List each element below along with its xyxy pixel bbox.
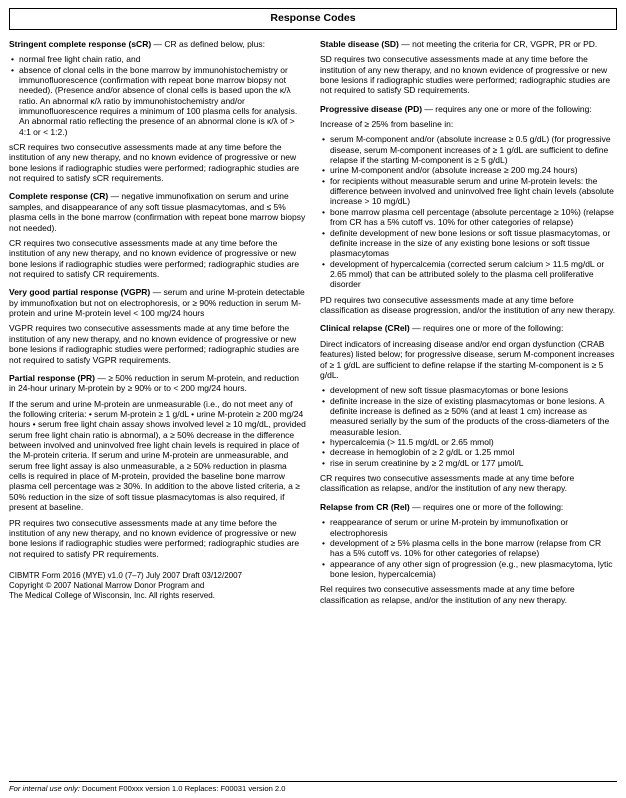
bullet-list xyxy=(320,385,617,468)
section-paragraph: PR requires two consecutive assessments made at any time before the institution of any new therapy, and no known evidence of progressive or new bone lesions if radiographic studies were performed; radiographic studies are not required to satisfy PR requirements. xyxy=(9,517,300,559)
section-title: Progressive disease (PD) xyxy=(320,103,423,114)
section-heading xyxy=(320,323,617,333)
section-heading xyxy=(320,502,617,512)
section-paragraph: PD requires two consecutive assessments made at any time before classification as disease progression, and/or the institution of any new therapy. xyxy=(320,294,616,316)
section-sd xyxy=(320,39,617,96)
bullet-item: • definite development of new bone lesions or soft tissue plasmacytomas, or definite increase in the size of any existing bone lesions or soft tissue plasmacytomas xyxy=(320,228,617,259)
section-title: Relapse from CR (Rel) xyxy=(320,501,410,512)
section-intro: — ≥ 50% reduction in serum M-protein, and reduction in 24-hour urinary M-protein by ≥ 90% or to < 200 mg/24 hours. xyxy=(9,372,300,394)
section-title: Complete response (CR) xyxy=(9,191,109,202)
bullet-list xyxy=(320,134,617,289)
rights-line: The Medical College of Wisconsin, Inc. All rights reserved. xyxy=(9,591,215,601)
section-heading xyxy=(320,39,617,49)
form-id-line: CIBMTR Form 2016 (MYE) v1.0 (7–7) July 2007 Draft 03/12/2007 xyxy=(9,570,242,580)
section-intro: — serum and urine M-protein detectable by immunofixation but not on electrophoresis, or ≥ 90% reduction in serum M-protein and urine M-protein level < 100 mg/24 hours xyxy=(9,287,305,319)
section-paragraph: VGPR requires two consecutive assessments made at any time before the institution of any new therapy, and no known evidence of progressive or new bone lesions if radiographic studies were performed; radiographic studies are not required to satisfy VGPR requirements. xyxy=(9,323,300,365)
bullet-item: • decrease in hemoglobin of ≥ 2 g/dL or 1.25 mmol xyxy=(320,447,617,457)
section-intro: — CR as defined below, plus: xyxy=(151,38,266,49)
two-column-layout xyxy=(9,39,617,613)
bullet-item: • urine M-component and/or (absolute increase ≥ 200 mg.24 hours) xyxy=(320,165,617,175)
section-intro: — requires one or more of the following: xyxy=(409,323,564,334)
bullet-item: • development of ≥ 5% plasma cells in the bone marrow (relapse from CR has a 5% cutoff vs. 10% for other categories of relapse) xyxy=(320,538,617,559)
bullet-item: • appearance of any other sign of progression (e.g., new plasmacytoma, lytic bone lesion, hypercalcemia) xyxy=(320,559,617,580)
section-lead: Direct indicators of increasing disease and/or end organ dysfunction (CRAB features) listed below; for progressive disease, serum M-component increases of ≥ 1 g/dL are sufficient to define relapse if the starting M-component is ≥ 5 g/dL. xyxy=(320,338,615,380)
section-lead: Increase of ≥ 25% from baseline in: xyxy=(320,118,454,129)
copyright-line: Copyright © 2007 National Marrow Donor Program and xyxy=(9,581,205,591)
section-paragraph: SD requires two consecutive assessments made at any time before the institution of any new therapy, and no known evidence of progressive or new bone lesions if radiographic studies were performed; radiographic studies are not required to satisfy SD requirements. xyxy=(320,54,611,96)
section-pd xyxy=(320,104,617,316)
right-column xyxy=(320,39,617,613)
section-title: Stringent complete response (sCR) xyxy=(9,38,152,49)
section-paragraph: If the serum and urine M-protein are unmeasurable (i.e., do not meet any of the following criteria: • serum M-protein ≥ 1 g/dL • urine M-protein ≥ 200 mg/24 hours • serum free light chain assay shows involved level ≥ 10 mg/dL, provided serum free light chain ratio is abnormal), a ≥ 50% decrease in the difference between involved and uninvolved free light chain levels is required in place of the M-protein criteria. If serum and urine M-protein are unmeasurable, and serum free light assay is also unmeasurable, a ≥ 50% reduction in plasma cells is required in place of M-protein, provided the baseline bone marrow plasma cell percentage was ≥ 30%. In addition to the above listed criteria, a ≥ 50% reduction in the size of soft tissue plasmacytomas is also required, if present at baseline. xyxy=(9,398,306,513)
bullet-item: • rise in serum creatinine by ≥ 2 mg/dL or 177 μmol/L xyxy=(320,458,617,468)
section-heading xyxy=(9,39,306,49)
section-paragraph: CR requires two consecutive assessments made at any time before classification as relapse, and/or the institution of any new therapy. xyxy=(320,473,575,494)
section-rel xyxy=(320,502,617,605)
section-title: Stable disease (SD) xyxy=(320,38,399,49)
section-intro: — negative immunofixation on serum and urine samples, and disappearance of any soft tissue plasmacytomas, and ≤ 5% plasma cells in the bone marrow (confirmation with repeat bone marrow biopsy not needed). xyxy=(9,191,306,233)
section-heading xyxy=(9,191,306,232)
section-heading xyxy=(9,373,306,394)
internal-use-bar xyxy=(9,781,617,793)
section-intro: — not meeting the criteria for CR, VGPR, PR or PD. xyxy=(398,38,598,49)
bullet-item: • reappearance of serum or urine M-protein by immunofixation or electrophoresis xyxy=(320,517,617,538)
section-pr xyxy=(9,373,306,559)
section-scr xyxy=(9,39,306,184)
internal-use-text: Document F00xxx version 1.0 Replaces: F00031 version 2.0 xyxy=(79,783,286,793)
section-paragraph: sCR requires two consecutive assessments made at any time before the institution of any new therapy, and no known evidence of progressive or new bone lesions if radiographic studies were performed; radiographic studies are not required to satisfy sCR requirements. xyxy=(9,142,300,184)
left-column xyxy=(9,39,306,602)
bullet-item: • normal free light chain ratio, and xyxy=(9,54,306,64)
section-paragraph: Rel requires two consecutive assessments made at any time before classification as relapse, and/or the institution of any new therapy. xyxy=(320,584,575,605)
bullet-list xyxy=(320,517,617,579)
bullet-item: • definite increase in the size of existing plasmacytomas or bone lesions. A definite increase is defined as ≥ 50% (and at least 1 cm) increase as measured serially by the sum of the products of the cross-diameters of the measurable lesion. xyxy=(320,396,617,437)
page-title: Response Codes xyxy=(9,8,617,30)
form-footer xyxy=(9,571,306,602)
bullet-item: • hypercalcemia (> 11.5 mg/dL or 2.65 mmol) xyxy=(320,437,617,447)
section-heading xyxy=(320,104,617,114)
bullet-item: • development of new soft tissue plasmacytomas or bone lesions xyxy=(320,385,617,395)
internal-use-label: For internal use only: xyxy=(9,783,80,793)
bullet-item: • bone marrow plasma cell percentage (absolute percentage ≥ 10%) (relapse from CR has a 5% cutoff vs. 10% for other categories of relapse) xyxy=(320,207,617,228)
bullet-list xyxy=(9,54,306,137)
section-title: Very good partial response (VGPR) xyxy=(9,287,151,298)
section-crel xyxy=(320,323,617,493)
section-vgpr xyxy=(9,287,306,365)
section-intro: — requires any one or more of the following: xyxy=(422,103,592,114)
section-intro: — requires one or more of the following: xyxy=(409,501,564,512)
bullet-item: • for recipients without measurable serum and urine M-protein levels: the difference between involved and uninvolved free light chain levels (absolute increase > 10 mg/dL) xyxy=(320,176,617,207)
section-heading xyxy=(9,287,306,318)
bullet-item: • absence of clonal cells in the bone marrow by immunohistochemistry or immunofluorescence (confirmation with repeat bone marrow biopsy not needed). (Presence and/or absence of clonal cells is based upon the κ/λ ratio. An abnormal κ/λ ratio by immunohistochemistry and/or immunofluorescence requires a minimum of 100 plasma cells for analysis. An abnormal ratio reflecting the presence of an abnormal clone is κ/λ of > 4:1 or < 1:2.) xyxy=(9,65,306,138)
section-cr xyxy=(9,191,306,279)
bullet-item: • serum M-component and/or (absolute increase ≥ 0.5 g/dL) (for progressive disease, serum M-component increases of ≥ 1 g/dL are sufficient to define relapse if the starting M-component is ≥ 5 g/dL) xyxy=(320,134,617,165)
bullet-item: • development of hypercalcemia (corrected serum calcium > 11.5 mg/dL or 2.65 mmol) that can be attributed solely to the plasma cell proliferative disorder xyxy=(320,259,617,290)
section-title: Clinical relapse (CRel) xyxy=(320,323,410,334)
section-title: Partial response (PR) xyxy=(9,372,95,383)
section-paragraph: CR requires two consecutive assessments made at any time before the institution of any new therapy, and no known evidence of progressive or new bone lesions if radiographic studies were performed; radiographic studies are not required to satisfy CR requirements. xyxy=(9,237,300,279)
